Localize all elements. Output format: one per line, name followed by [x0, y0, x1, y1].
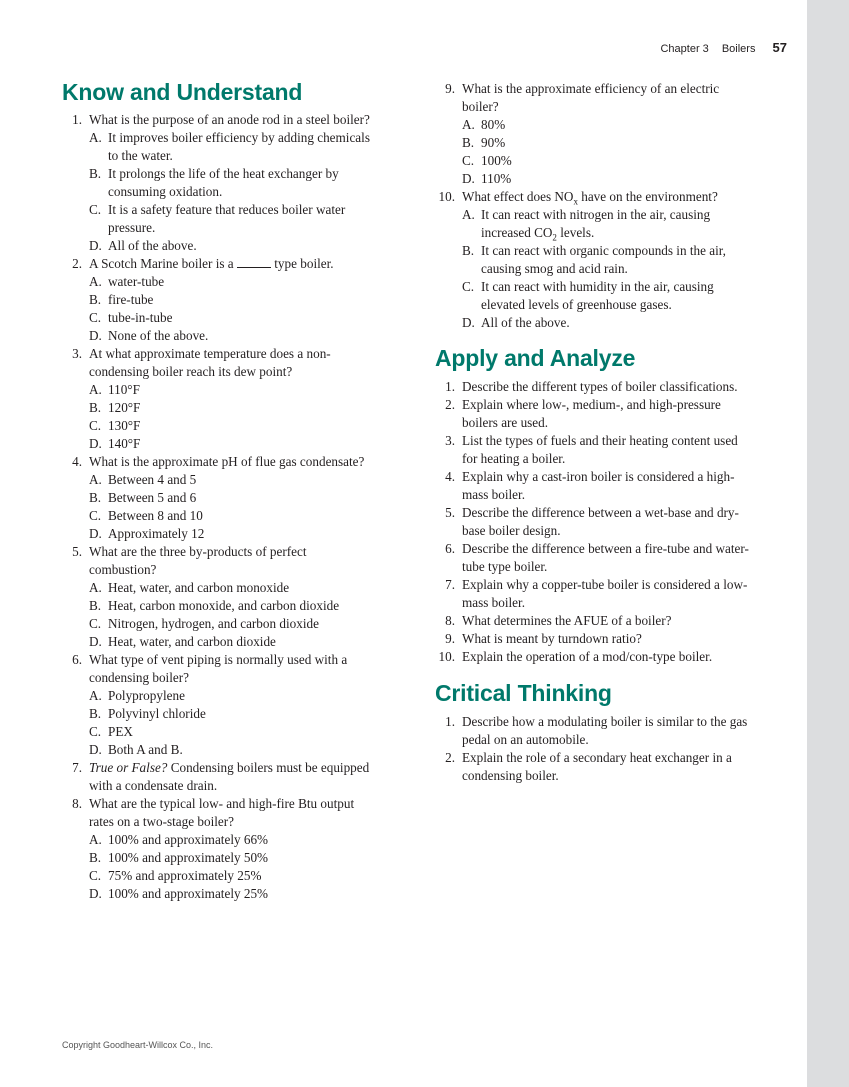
question-number: 8.	[445, 613, 455, 628]
option-text: It prolongs the life of the heat exchanger by consuming oxidation.	[108, 166, 339, 199]
option-text: 100% and approximately 50%	[108, 850, 269, 865]
option-letter: D.	[89, 436, 102, 451]
question-item	[435, 80, 726, 188]
question-item	[62, 795, 370, 903]
option-text: Polypropylene	[108, 688, 185, 703]
question-number: 7.	[445, 577, 455, 592]
heading-know-and-understand: Know and Understand	[62, 79, 303, 105]
option-letter: D.	[462, 171, 475, 186]
question-item	[62, 255, 370, 345]
question-number: 3.	[445, 433, 455, 448]
question-number: 2.	[445, 397, 455, 412]
text-segment: Explain why a copper-tube boiler is considered a low- mass boiler.	[462, 577, 748, 610]
question-item	[435, 468, 749, 504]
question-item	[62, 543, 370, 651]
answer-option	[89, 129, 370, 165]
option-text	[481, 207, 711, 243]
option-text: Approximately 12	[108, 526, 205, 541]
option-letter: A.	[89, 832, 102, 847]
question-number: 5.	[72, 544, 82, 559]
question-item	[62, 111, 370, 255]
option-text: 110%	[481, 171, 512, 186]
question-item	[435, 576, 749, 612]
question-number: 6.	[72, 652, 82, 667]
option-text: 90%	[481, 135, 506, 150]
answer-option	[89, 615, 370, 633]
text-segment: have on the environment?	[577, 189, 718, 204]
chapter-title: Boilers	[721, 43, 756, 55]
text-segment: At what approximate temperature does a non- condensing boiler reach its dew point?	[89, 346, 331, 379]
question-number: 1.	[72, 112, 82, 127]
question-text	[462, 612, 749, 630]
copyright-footer: Copyright Goodheart-Willcox Co., Inc.	[62, 1040, 214, 1050]
question-list-apply	[435, 378, 749, 666]
answer-option	[89, 885, 370, 903]
text-segment: Explain where low-, medium-, and high-pressure boilers are used.	[462, 397, 721, 430]
answer-option	[462, 314, 726, 332]
question-text	[89, 759, 370, 795]
answer-option	[462, 116, 726, 134]
answer-option	[89, 327, 370, 345]
heading-apply-and-analyze: Apply and Analyze	[435, 345, 636, 371]
question-number: 5.	[445, 505, 455, 520]
option-letter: C.	[462, 279, 475, 294]
question-number: 6.	[445, 541, 455, 556]
question-number: 8.	[72, 796, 82, 811]
answer-option	[89, 381, 370, 399]
answer-option	[89, 579, 370, 597]
answer-option	[89, 705, 370, 723]
answer-option	[462, 152, 726, 170]
question-text	[462, 188, 726, 206]
question-list-critical	[435, 713, 747, 785]
page-gutter	[807, 0, 849, 1087]
option-letter: A.	[89, 472, 102, 487]
option-letter: B.	[89, 850, 102, 865]
answer-option	[89, 165, 370, 201]
question-text	[462, 749, 747, 785]
text-segment: What are the typical low- and high-fire Btu output rates on a two-stage boiler?	[89, 796, 355, 829]
question-number: 4.	[445, 469, 455, 484]
question-text	[462, 504, 749, 540]
option-letter: A.	[462, 117, 475, 132]
question-text	[89, 543, 370, 579]
question-item	[62, 453, 370, 543]
question-list-know	[62, 111, 370, 903]
question-number: 2.	[72, 256, 82, 271]
answer-option	[89, 435, 370, 453]
question-text	[89, 795, 370, 831]
text-segment: levels.	[556, 225, 595, 240]
text-segment: What effect does NO	[462, 189, 574, 204]
option-text: It is a safety feature that reduces boiler water pressure.	[108, 202, 346, 235]
question-item	[435, 630, 749, 648]
answer-option	[89, 237, 370, 255]
question-item	[435, 432, 749, 468]
question-item	[435, 504, 749, 540]
option-letter: B.	[89, 292, 102, 307]
answer-option	[89, 417, 370, 435]
question-number: 2.	[445, 750, 455, 765]
page-number: 57	[772, 40, 787, 55]
option-text: It can react with organic compounds in the air, causing smog and acid rain.	[481, 243, 726, 276]
question-text	[462, 540, 749, 576]
option-text: Polyvinyl chloride	[108, 706, 206, 721]
question-number: 4.	[72, 454, 82, 469]
option-letter: D.	[462, 315, 475, 330]
option-text: 75% and approximately 25%	[108, 868, 262, 883]
text-segment: Explain the role of a secondary heat exchanger in a condensing boiler.	[462, 750, 732, 783]
question-text	[462, 648, 749, 666]
option-letter: C.	[89, 868, 102, 883]
option-letter: C.	[462, 153, 475, 168]
text-segment: What are the three by-products of perfect combustion?	[89, 544, 307, 577]
question-text	[462, 396, 749, 432]
option-letter: B.	[462, 243, 475, 258]
subscript: 2	[552, 232, 557, 243]
option-letter: C.	[89, 202, 102, 217]
option-letter: C.	[89, 616, 102, 631]
question-list-know-continued	[435, 80, 726, 332]
option-text: Nitrogen, hydrogen, and carbon dioxide	[108, 616, 319, 631]
text-segment: type boiler.	[270, 256, 334, 271]
option-letter: D.	[89, 742, 102, 757]
question-item	[435, 188, 726, 332]
option-text: Heat, water, and carbon monoxide	[108, 580, 290, 595]
text-segment: What is meant by turndown ratio?	[462, 631, 642, 646]
question-text	[462, 468, 749, 504]
answer-option	[89, 525, 370, 543]
text-segment: Condensing boilers must be equipped with a condensate drain.	[89, 760, 370, 793]
question-item	[435, 540, 749, 576]
option-text: 100% and approximately 25%	[108, 886, 269, 901]
text-segment: Describe how a modulating boiler is similar to the gas pedal on an automobile.	[462, 714, 748, 747]
answer-option	[89, 471, 370, 489]
option-letter: C.	[89, 724, 102, 739]
question-number: 9.	[445, 631, 455, 646]
question-text	[89, 345, 370, 381]
answer-option	[462, 278, 726, 314]
option-text: All of the above.	[108, 238, 197, 253]
question-item	[435, 749, 747, 785]
option-text: Between 4 and 5	[108, 472, 197, 487]
text-segment: What is the purpose of an anode rod in a steel boiler?	[89, 112, 370, 127]
text-segment: List the types of fuels and their heating content used for heating a boiler.	[462, 433, 738, 466]
option-text: 100% and approximately 66%	[108, 832, 269, 847]
option-letter: A.	[89, 274, 102, 289]
option-text: PEX	[108, 724, 133, 739]
question-number: 7.	[72, 760, 82, 775]
answer-option	[89, 399, 370, 417]
question-item	[62, 345, 370, 453]
chapter-label: Chapter 3	[660, 43, 709, 55]
subscript: x	[573, 196, 578, 207]
answer-option	[89, 201, 370, 237]
option-letter: C.	[89, 508, 102, 523]
option-letter: C.	[89, 310, 102, 325]
option-text: It can react with humidity in the air, causing elevated levels of greenhouse gases.	[481, 279, 714, 312]
option-letter: B.	[89, 166, 102, 181]
option-text: It improves boiler efficiency by adding chemicals to the water.	[108, 130, 370, 163]
text-segment: It can react with nitrogen in the air, causing increased CO	[481, 207, 711, 240]
option-text: fire-tube	[108, 292, 154, 307]
answer-option	[89, 273, 370, 291]
answer-option	[89, 291, 370, 309]
text-segment: Explain why a cast-iron boiler is considered a high- mass boiler.	[462, 469, 735, 502]
question-text	[462, 80, 726, 116]
question-text	[89, 651, 370, 687]
option-text: Both A and B.	[108, 742, 183, 757]
answer-blank	[237, 256, 271, 268]
answer-option	[89, 849, 370, 867]
answer-option	[89, 507, 370, 525]
question-item	[62, 759, 370, 795]
question-item	[435, 612, 749, 630]
option-letter: B.	[89, 490, 102, 505]
question-text	[462, 432, 749, 468]
text-segment: What is the approximate pH of flue gas condensate?	[89, 454, 365, 469]
option-text: 110°F	[108, 382, 140, 397]
option-letter: A.	[462, 207, 475, 222]
option-letter: D.	[89, 238, 102, 253]
option-text: 80%	[481, 117, 506, 132]
option-text: All of the above.	[481, 315, 570, 330]
answer-option	[462, 170, 726, 188]
option-letter: B.	[89, 706, 102, 721]
option-letter: A.	[89, 688, 102, 703]
question-number: 1.	[445, 379, 455, 394]
option-text: None of the above.	[108, 328, 209, 343]
option-letter: B.	[89, 598, 102, 613]
option-text: 140°F	[108, 436, 141, 451]
question-text	[462, 576, 749, 612]
question-item	[435, 713, 747, 749]
text-segment: Describe the difference between a fire-tube and water- tube type boiler.	[462, 541, 749, 574]
question-text	[89, 255, 370, 273]
answer-option	[89, 723, 370, 741]
question-item	[435, 396, 749, 432]
option-letter: A.	[89, 580, 102, 595]
answer-option	[462, 242, 726, 278]
answer-option	[89, 633, 370, 651]
question-number: 9.	[445, 81, 455, 96]
text-segment: What determines the AFUE of a boiler?	[462, 613, 672, 628]
question-text	[462, 713, 747, 749]
answer-option	[89, 687, 370, 705]
question-item	[62, 651, 370, 759]
option-text: 130°F	[108, 418, 141, 433]
question-item	[435, 648, 749, 666]
option-letter: B.	[462, 135, 475, 150]
option-text: Between 5 and 6	[108, 490, 197, 505]
option-letter: D.	[89, 886, 102, 901]
option-text: Between 8 and 10	[108, 508, 203, 523]
question-number: 3.	[72, 346, 82, 361]
option-letter: B.	[89, 400, 102, 415]
question-item	[435, 378, 749, 396]
answer-option	[89, 741, 370, 759]
question-text	[89, 111, 370, 129]
italic-text: True or False?	[89, 760, 168, 775]
answer-option	[89, 597, 370, 615]
running-head	[660, 40, 787, 55]
text-segment: What is the approximate efficiency of an electric boiler?	[462, 81, 720, 114]
answer-option	[462, 134, 726, 152]
option-text: tube-in-tube	[108, 310, 173, 325]
answer-option	[89, 489, 370, 507]
question-number: 10.	[438, 189, 455, 204]
option-letter: A.	[89, 130, 102, 145]
question-number: 10.	[438, 649, 455, 664]
text-segment: What type of vent piping is normally used with a condensing boiler?	[89, 652, 348, 685]
text-segment: Explain the operation of a mod/con-type boiler.	[462, 649, 713, 664]
heading-critical-thinking: Critical Thinking	[435, 680, 612, 706]
question-text	[89, 453, 370, 471]
option-text: 100%	[481, 153, 512, 168]
question-text	[462, 630, 749, 648]
question-text	[462, 378, 749, 396]
option-text: 120°F	[108, 400, 141, 415]
answer-option	[89, 831, 370, 849]
option-letter: D.	[89, 634, 102, 649]
option-text: Heat, carbon monoxide, and carbon dioxide	[108, 598, 340, 613]
option-letter: D.	[89, 526, 102, 541]
text-segment: A Scotch Marine boiler is a	[89, 256, 237, 271]
answer-option	[462, 206, 726, 242]
question-number: 1.	[445, 714, 455, 729]
option-letter: D.	[89, 328, 102, 343]
option-text: Heat, water, and carbon dioxide	[108, 634, 276, 649]
answer-option	[89, 309, 370, 327]
text-segment: Describe the difference between a wet-base and dry- base boiler design.	[462, 505, 739, 538]
text-segment: Describe the different types of boiler classifications.	[462, 379, 738, 394]
option-letter: A.	[89, 382, 102, 397]
option-letter: C.	[89, 418, 102, 433]
answer-option	[89, 867, 370, 885]
option-text: water-tube	[108, 274, 165, 289]
